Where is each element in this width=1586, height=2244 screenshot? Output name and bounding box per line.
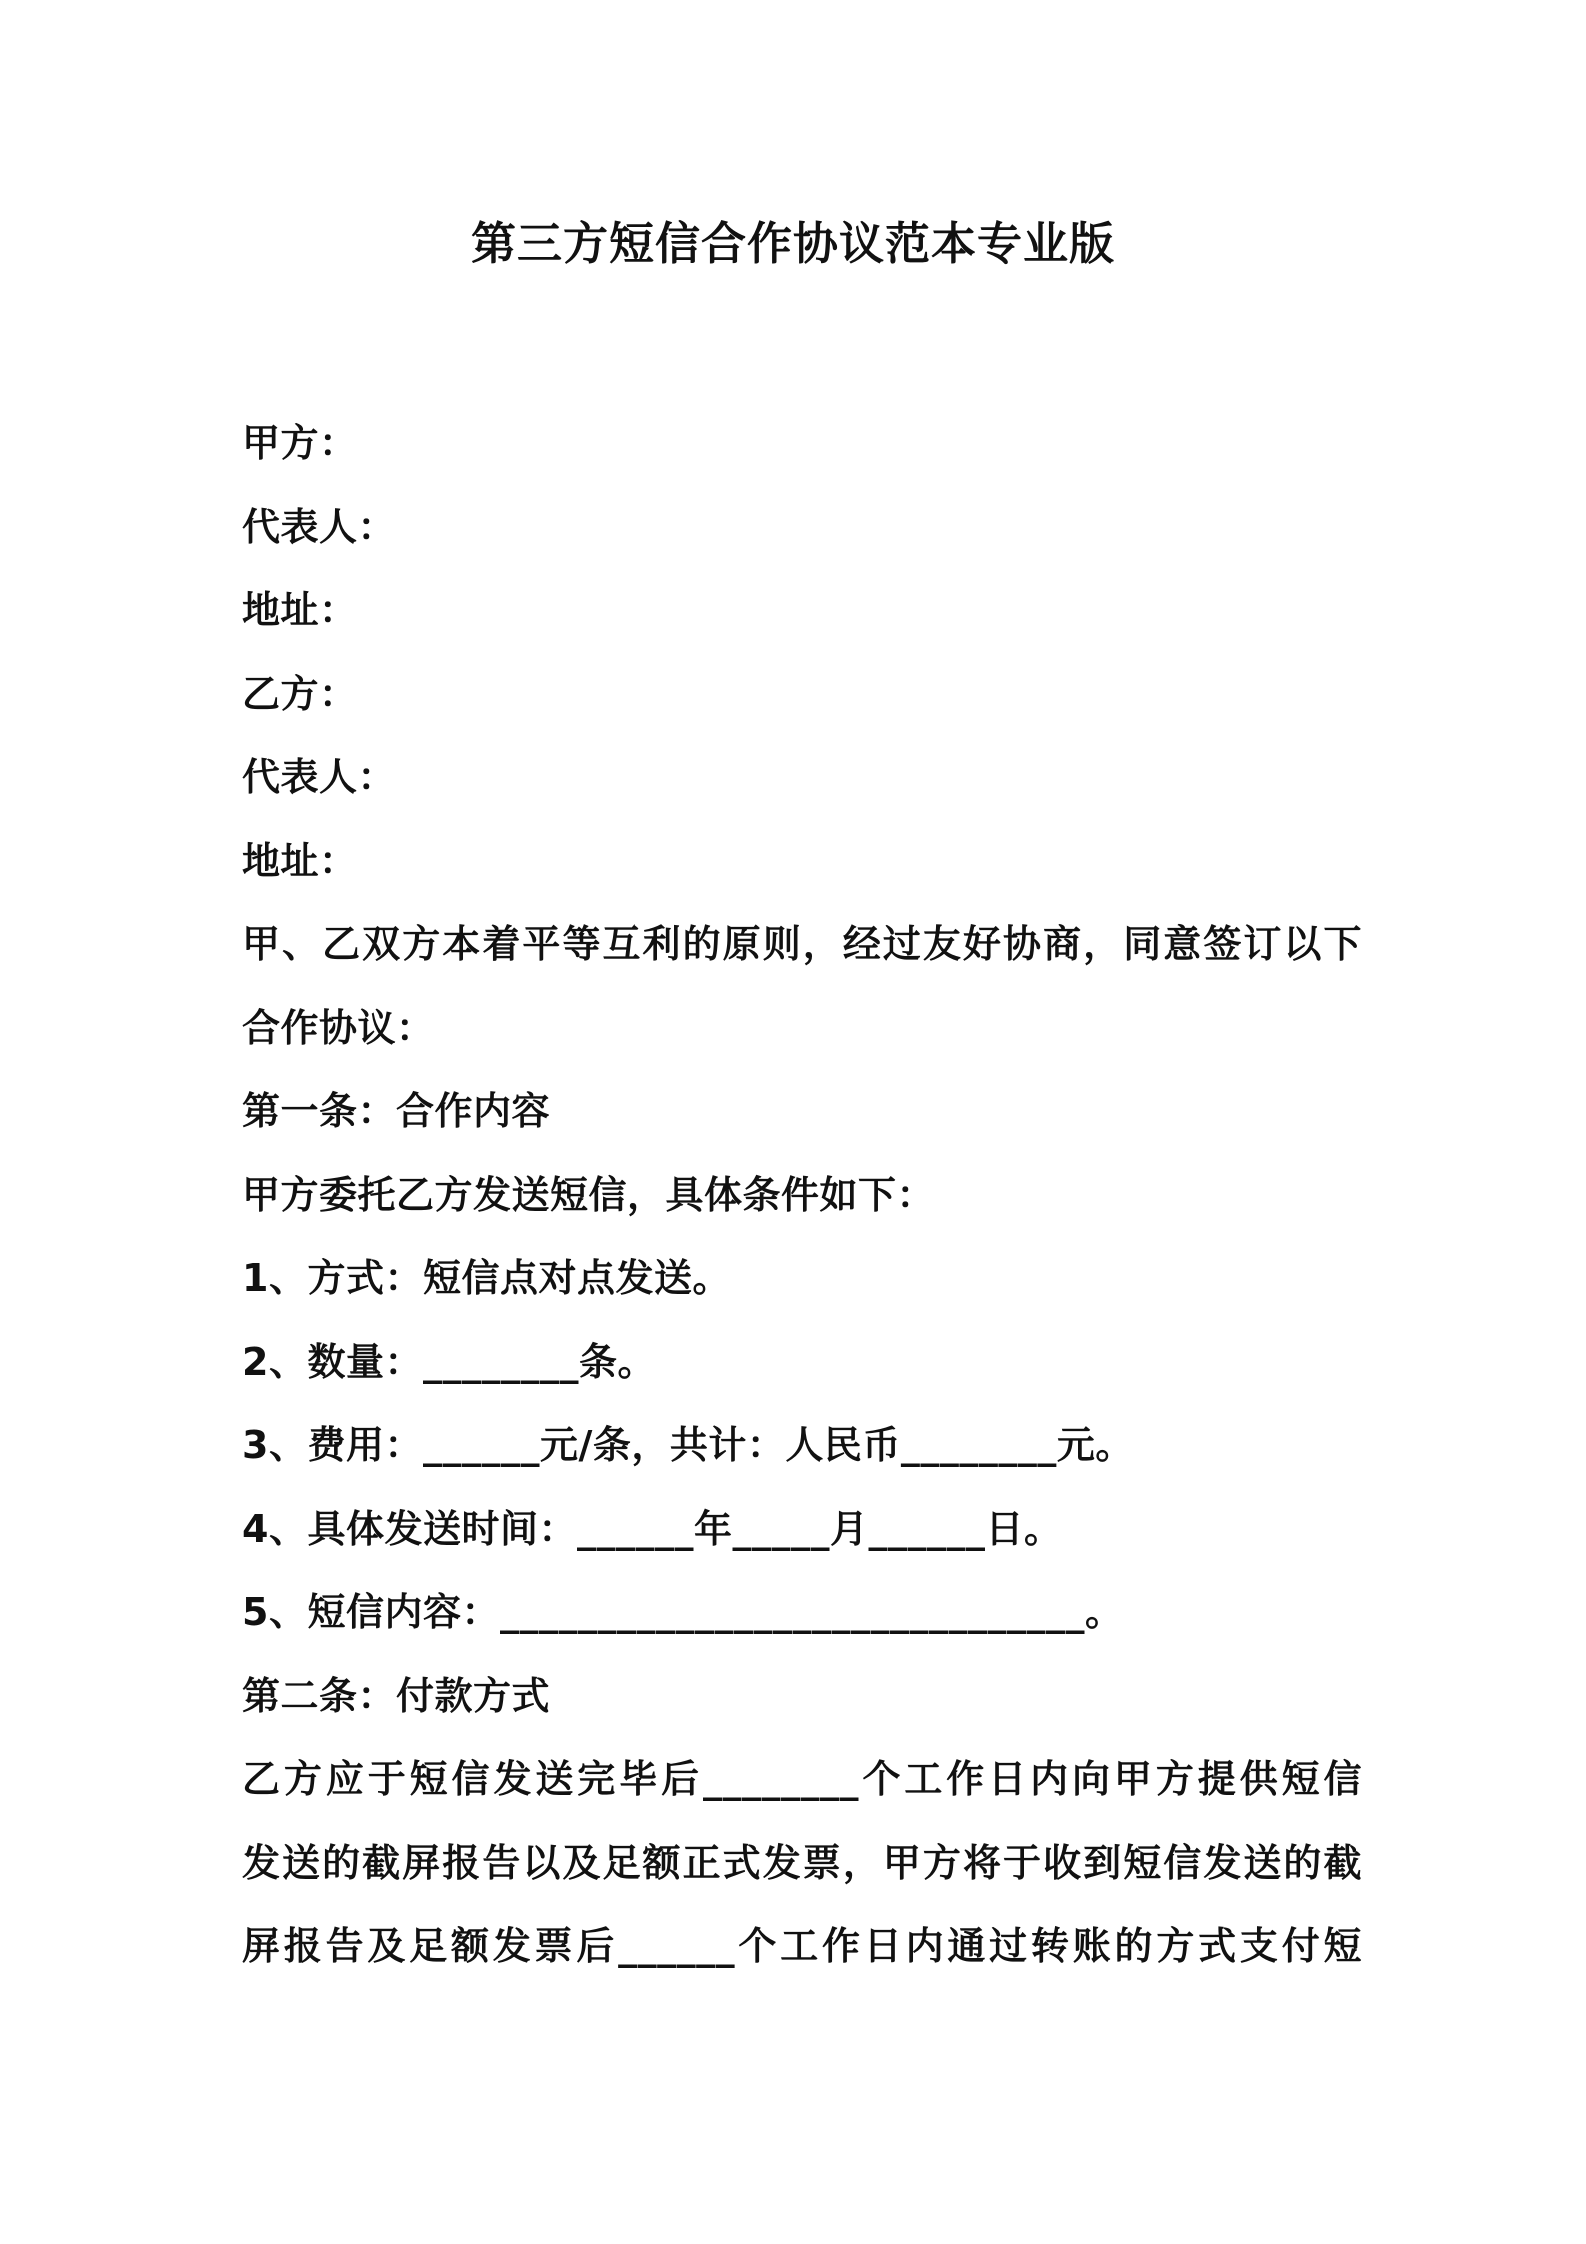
document-title: 第三方短信合作协议范本专业版 — [470, 217, 1115, 270]
preamble-line-1: 甲、乙双方本着平等互利的原则，经过友好协商，同意签订以下 — [242, 922, 1362, 966]
article-2-paragraph-line-3: 屏报告及足额发票后______个工作日内通过转账的方式支付短 — [242, 1924, 1362, 1968]
party-b-representative-label: 代表人： — [242, 755, 397, 799]
article-2-paragraph-line-1: 乙方应于短信发送完毕后________个工作日内向甲方提供短信 — [242, 1757, 1362, 1801]
party-a-address-label: 地址： — [242, 588, 358, 632]
party-b-label: 乙方： — [242, 671, 358, 716]
party-a-representative-label: 代表人： — [242, 504, 397, 549]
party-b-address-label: 地址： — [242, 838, 358, 883]
clause-1-method: 1、方式：短信点对点发送。 — [242, 1256, 731, 1300]
document-body — [242, 402, 1362, 1989]
article-2-heading: 第二条：付款方式 — [242, 1673, 551, 1718]
preamble-line-2: 合作协议： — [242, 1005, 435, 1050]
article-1-heading: 第一条：合作内容 — [242, 1089, 551, 1133]
party-a-label: 甲方： — [242, 421, 358, 465]
clause-5-content: 5、短信内容：______________________________。 — [242, 1590, 1124, 1634]
clause-3-fee: 3、费用：______元/条，共计：人民币________元。 — [242, 1423, 1134, 1467]
clause-4-send-time: 4、具体发送时间：______年_____月______日。 — [242, 1506, 1063, 1551]
article-2-paragraph-line-2: 发送的截屏报告以及足额正式发票，甲方将于收到短信发送的截 — [242, 1840, 1362, 1885]
clause-2-quantity: 2、数量：________条。 — [242, 1339, 656, 1384]
article-1-intro: 甲方委托乙方发送短信，具体条件如下： — [242, 1172, 936, 1217]
